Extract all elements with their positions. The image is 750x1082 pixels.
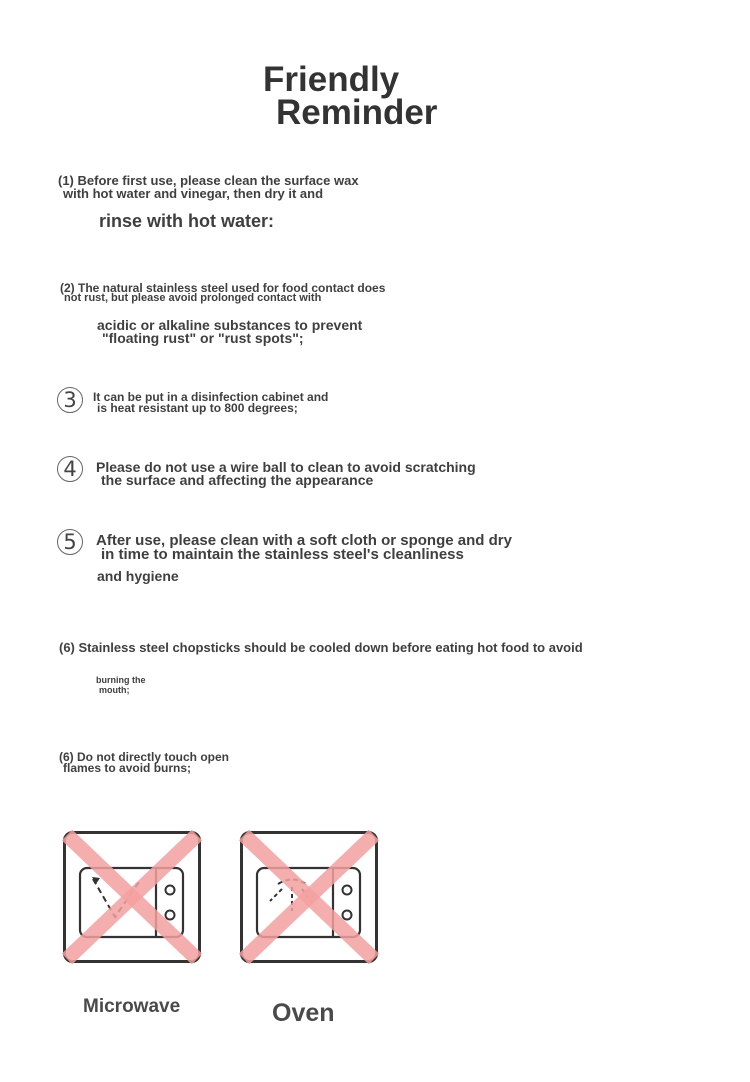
item-1-line-1: (1) Before first use, please clean the surface wax — [58, 173, 359, 188]
item-5-line-2: in time to maintain the stainless steel's cleanliness — [101, 546, 464, 563]
item-2-line-2: not rust, but please avoid prolonged contact with — [64, 292, 322, 304]
item-6b-line-2: flames to avoid burns; — [63, 761, 192, 775]
item-5-line-1: After use, please clean with a soft cloth or sponge and dry — [96, 532, 512, 549]
number-4-badge: 4 — [57, 456, 83, 482]
item-1-line-3: rinse with hot water: — [99, 211, 275, 231]
item-5-line-3: and hygiene — [97, 568, 179, 584]
oven-icon — [240, 831, 378, 963]
title-line-2: Reminder — [276, 93, 438, 132]
item-3-line-1: It can be put in a disinfection cabinet and — [93, 390, 329, 404]
item-4-line-1: Please do not use a wire ball to clean to avoid scratching — [96, 459, 476, 475]
title-line-1: Friendly — [263, 60, 400, 99]
number-3-badge: 3 — [57, 387, 83, 413]
item-2-line-3: acidic or alkaline substances to prevent — [97, 317, 363, 333]
microwave-icon — [63, 831, 201, 963]
item-6b-line-1: (6) Do not directly touch open — [59, 750, 229, 764]
item-3-line-2: is heat resistant up to 800 degrees; — [97, 401, 298, 415]
item-4-line-2: the surface and affecting the appearance — [101, 472, 374, 488]
number-5-badge: 5 — [57, 529, 83, 555]
item-6a-line-2: burning the — [96, 675, 146, 685]
item-6a-line-3: mouth; — [99, 685, 130, 695]
oven-label: Oven — [272, 999, 335, 1027]
item-6a-line-1: (6) Stainless steel chopsticks should be cooled down before eating hot food to avoid — [59, 640, 583, 655]
item-2-line-1: (2) The natural stainless steel used for food contact does — [60, 281, 386, 295]
microwave-label: Microwave — [83, 996, 181, 1017]
item-1-line-2: with hot water and vinegar, then dry it and — [63, 186, 324, 201]
item-2-line-4: "floating rust" or "rust spots"; — [102, 330, 304, 346]
